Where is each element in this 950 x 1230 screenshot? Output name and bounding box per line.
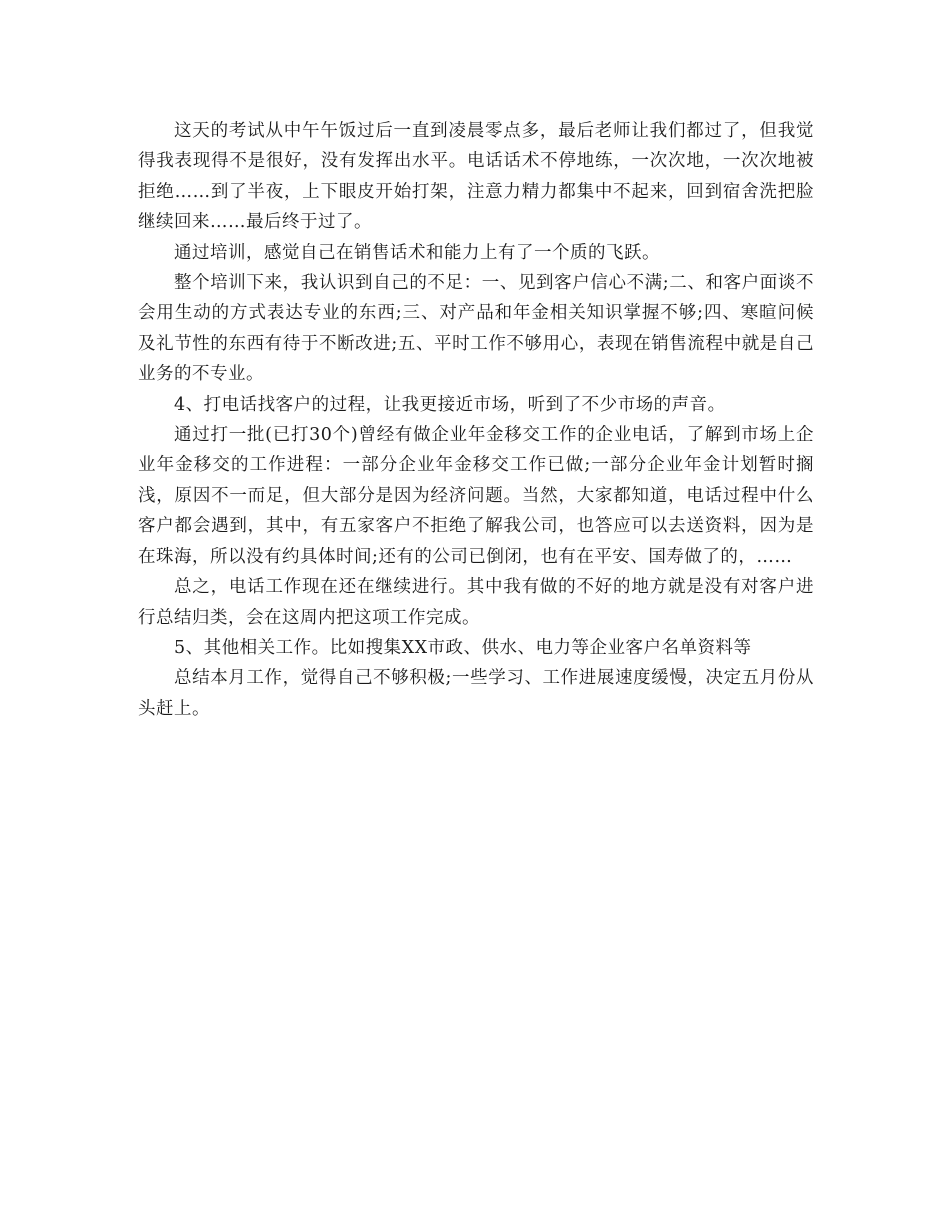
paragraph-month-summary: 总结本月工作，觉得自己不够积极;一些学习、工作进展速度缓慢，决定五月份从头赶上。: [138, 668, 814, 719]
paragraph-item-5: 5、其他相关工作。比如搜集XX市政、供水、电力等企业客户名单资料等: [174, 637, 752, 658]
paragraph-summary-phone: 总之，电话工作现在还在继续进行。其中我有做的不好的地方就是没有对客户进行总结归类，会在这周内把这项工作完成。: [138, 577, 814, 628]
paragraph-shortcomings: 整个培训下来，我认识到自己的不足：一、见到客户信心不满;二、和客户面谈不会用生动的方式表达专业的东西;三、对产品和年金相关知识掌握不够;四、寒暄问候及礼节性的东西有待于不断改进;五、平时工作不够用心，表现在销售流程中就是自己业务的不专业。: [138, 273, 814, 385]
paragraph-exam: 这天的考试从中午午饭过后一直到凌晨零点多，最后老师让我们都过了，但我觉得我表现得不是很好，没有发挥出水平。电话话术不停地练，一次次地，一次次地被拒绝……到了半夜，上下眼皮开始打架，注意力精力都集中不起来，回到宿舍洗把脸继续回来……最后终于过了。: [138, 121, 814, 233]
paragraph-training-leap: 通过培训，感觉自己在销售话术和能力上有了一个质的飞跃。: [174, 242, 660, 263]
document-body: [138, 116, 814, 724]
paragraph-phone-calls: 通过打一批(已打30个)曾经有做企业年金移交工作的企业电话，了解到市场上企业年金移交的工作进程：一部分企业年金移交工作已做;一部分企业年金计划暂时搁浅，原因不一而足，但大部分是因为经济问题。当然，大家都知道，电话过程中什么客户都会遇到，其中，有五家客户不拒绝了解我公司，也答应可以去送资料，因为是在珠海，所以没有约具体时间;还有的公司已倒闭，也有在平安、国寿做了的，……: [138, 425, 814, 567]
paragraph-item-4: 4、打电话找客户的过程，让我更接近市场，听到了不少市场的声音。: [174, 394, 726, 415]
